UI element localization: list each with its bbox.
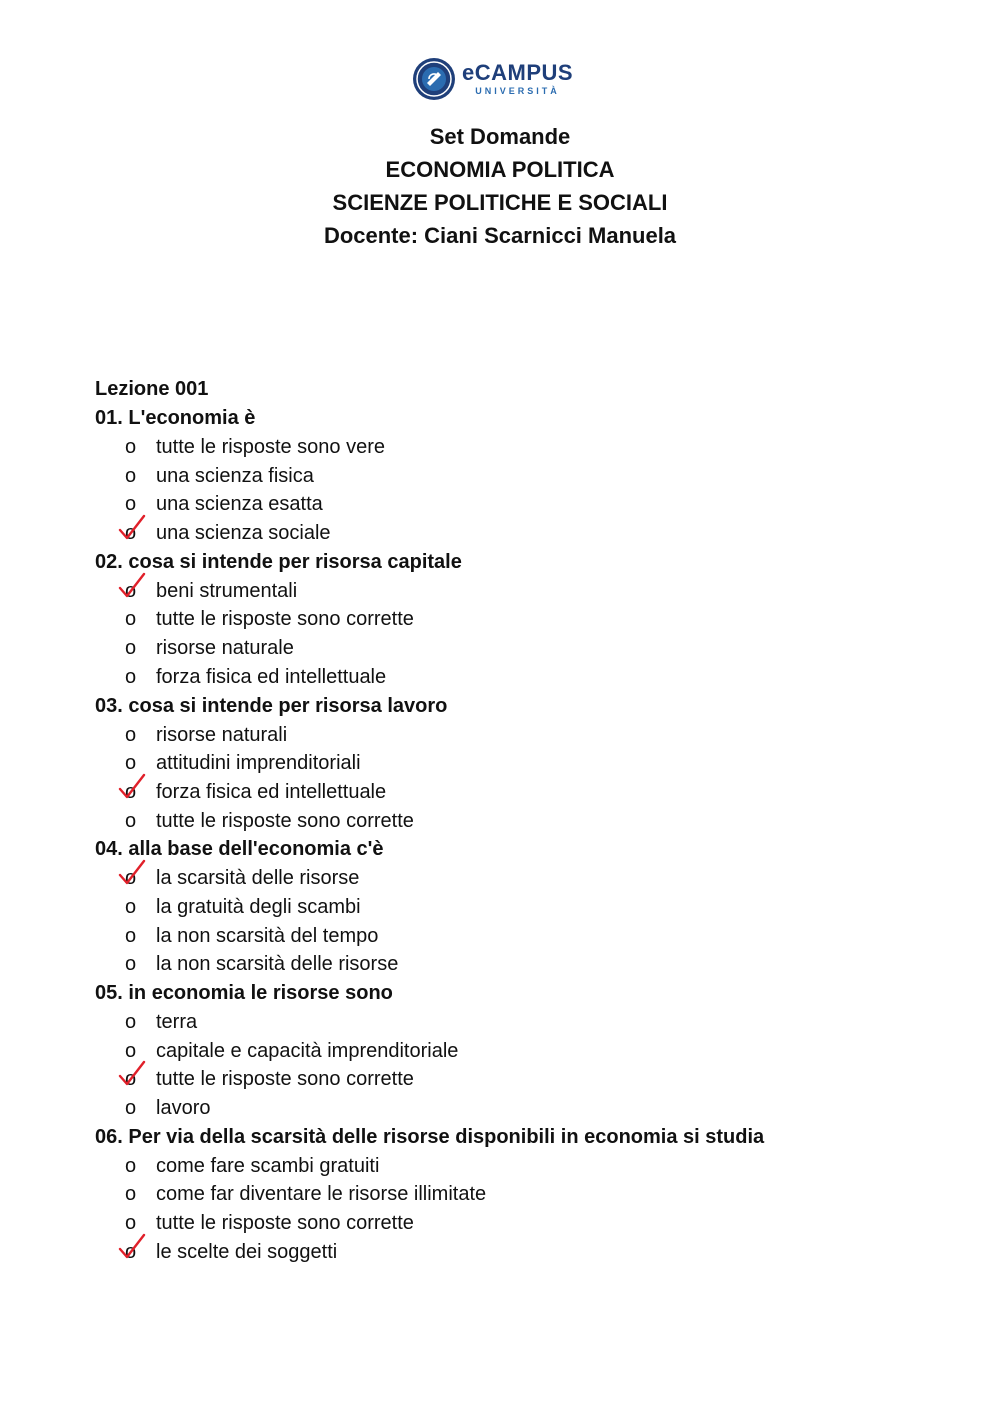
checkmark-icon (117, 858, 147, 888)
option-text: una scienza esatta (156, 493, 323, 516)
question-block (95, 835, 915, 979)
question-set (95, 375, 915, 1267)
header-set-title: Set Domande (429, 124, 571, 149)
option-bullet: o (125, 924, 137, 947)
option-bullet: o (125, 436, 137, 458)
option-text: tutte le risposte sono corrette (156, 1212, 414, 1235)
question-block (95, 1123, 915, 1267)
option-text: capitale e capacità imprenditoriale (156, 1039, 459, 1062)
answer-option (95, 950, 915, 979)
answer-option (95, 749, 915, 778)
answer-option (95, 634, 915, 663)
option-text: tutte le risposte sono vere (156, 436, 386, 458)
answer-options (95, 721, 915, 836)
question-block (95, 692, 915, 836)
answer-option (95, 1065, 915, 1094)
answer-option (95, 1209, 915, 1238)
option-text: una scienza sociale (156, 522, 331, 545)
answer-option (95, 490, 915, 519)
question-title: 04. alla base dell'economia c'è (95, 838, 384, 861)
checkmark-icon (117, 1232, 147, 1262)
logo-brand-text: eCAMPUS (462, 60, 574, 85)
option-text: una scienza fisica (156, 464, 314, 487)
question-block (95, 979, 915, 1123)
option-bullet: o (125, 637, 137, 660)
logo-subtitle-text: UNIVERSITÀ (475, 86, 560, 96)
option-text: la non scarsità del tempo (156, 924, 379, 947)
answer-option (95, 922, 915, 951)
option-bullet: o (125, 867, 137, 890)
answer-option (95, 433, 915, 462)
option-text: come fare scambi gratuiti (156, 1154, 380, 1177)
header-faculty: SCIENZE POLITICHE E SOCIALI (332, 190, 668, 215)
answer-options (95, 433, 915, 548)
option-text: le scelte dei soggetti (156, 1240, 338, 1263)
answer-options (95, 864, 915, 979)
checkmark-icon (117, 772, 147, 802)
option-text: forza fisica ed intellettuale (156, 665, 387, 688)
answer-option (95, 807, 915, 836)
checkmark-icon (117, 571, 147, 601)
answer-option (95, 1037, 915, 1066)
option-bullet: o (125, 780, 137, 803)
option-text: come far diventare le risorse illimitate (156, 1183, 487, 1206)
option-bullet: o (125, 1068, 137, 1091)
answer-option (95, 778, 915, 807)
option-text: lavoro (156, 1097, 211, 1120)
option-bullet: o (125, 579, 137, 602)
question-title: 01. L'economia è (95, 407, 256, 429)
answer-option (95, 605, 915, 634)
option-bullet: o (125, 1212, 137, 1235)
option-bullet: o (125, 953, 137, 976)
option-bullet: o (125, 493, 137, 516)
answer-options (95, 1152, 915, 1267)
lesson-title: Lezione 001 (95, 378, 209, 400)
option-bullet: o (125, 1154, 137, 1177)
option-bullet: o (125, 1097, 137, 1120)
answer-option (95, 663, 915, 692)
header-course-title: ECONOMIA POLITICA (385, 157, 615, 182)
answer-option (95, 893, 915, 922)
answer-options (95, 1008, 915, 1123)
option-text: risorse naturali (156, 723, 288, 746)
answer-option (95, 864, 915, 893)
option-bullet: o (125, 1240, 137, 1263)
answer-option (95, 462, 915, 491)
header-teacher: Docente: Ciani Scarnicci Manuela (323, 223, 677, 248)
option-text: risorse naturale (156, 637, 294, 660)
option-bullet: o (125, 464, 137, 487)
option-bullet: o (125, 608, 137, 631)
document-header (0, 120, 1000, 252)
option-text: la non scarsità delle risorse (156, 953, 399, 976)
option-bullet: o (125, 895, 137, 918)
option-text: attitudini imprenditoriali (156, 752, 361, 775)
ecampus-seal-icon (412, 57, 456, 101)
question-title: 03. cosa si intende per risorsa lavoro (95, 694, 448, 717)
question-block (95, 548, 915, 692)
checkmark-icon (117, 513, 147, 543)
answer-option (95, 721, 915, 750)
option-text: terra (156, 1011, 198, 1033)
option-bullet: o (125, 809, 137, 832)
answer-option (95, 1094, 915, 1123)
questions-list (95, 404, 915, 1267)
question-title: 06. Per via della scarsità delle risorse disponibili in economia si studia (95, 1125, 765, 1148)
answer-option (95, 1180, 915, 1209)
question-title: 02. cosa si intende per risorsa capitale (95, 550, 462, 573)
option-bullet: o (125, 723, 137, 746)
option-text: tutte le risposte sono corrette (156, 608, 414, 631)
option-text: tutte le risposte sono corrette (156, 1068, 414, 1091)
option-bullet: o (125, 752, 137, 775)
option-text: beni strumentali (156, 579, 298, 602)
checkmark-icon (117, 1059, 147, 1089)
option-bullet: o (125, 1039, 137, 1062)
answer-option (95, 1152, 915, 1181)
option-bullet: o (125, 665, 137, 688)
answer-option (95, 1008, 915, 1037)
question-title: 05. in economia le risorse sono (95, 982, 393, 1004)
option-bullet: o (125, 522, 137, 545)
ecampus-logo (412, 56, 592, 102)
answer-options (95, 577, 915, 692)
option-text: forza fisica ed intellettuale (156, 780, 387, 803)
option-text: la scarsità delle risorse (156, 867, 360, 890)
option-text: tutte le risposte sono corrette (156, 809, 414, 832)
question-block (95, 404, 915, 548)
answer-option (95, 577, 915, 606)
option-text: la gratuità degli scambi (156, 895, 361, 918)
answer-option (95, 1238, 915, 1267)
answer-option (95, 519, 915, 548)
option-bullet: o (125, 1011, 137, 1033)
option-bullet: o (125, 1183, 137, 1206)
